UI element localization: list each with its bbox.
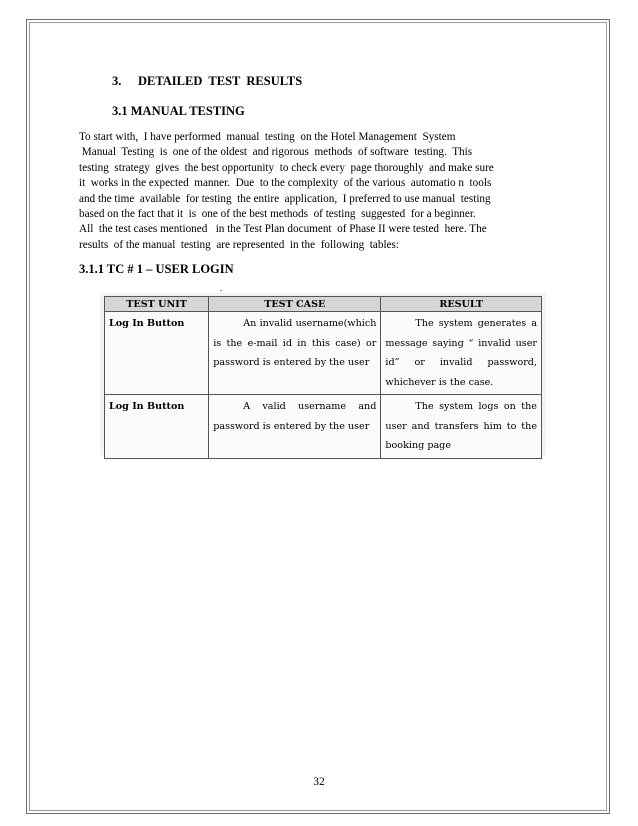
cell-test-unit: Log In Button (105, 395, 209, 459)
paragraph-line: To start with, I have performed manual testing on the Hotel Management System (79, 131, 456, 143)
paragraph-line: results of the manual testing are represented in the following tables: (79, 238, 399, 251)
cell-test-unit: Log In Button (105, 312, 209, 395)
paragraph-line: it works in the expected manner. Due to the complexity of the various automatio n tools (79, 177, 492, 190)
section-number: 3. (112, 74, 122, 88)
cell-result (381, 395, 542, 459)
paragraph-line: testing strategy gives the best opportunity to check every page thoroughly and make sure (79, 161, 494, 174)
cell-test-case-text: An invalid username(which is the e-mail id in this case) or password is entered by the user (213, 318, 377, 368)
cell-test-case (209, 395, 381, 459)
cell-test-case (209, 312, 381, 395)
cell-result (381, 312, 542, 395)
section-heading (112, 74, 302, 89)
test-results-table (104, 296, 542, 459)
paragraph-line: based on the fact that it is one of the best methods of testing suggested for a beginner. (79, 208, 476, 221)
page-number: 32 (313, 776, 325, 788)
table-row (105, 312, 542, 395)
header-test-unit: TEST UNIT (105, 297, 209, 312)
paragraph-line: and the time available for testing the entire application, I preferred to use manual testing (79, 192, 491, 205)
intro-paragraph (79, 130, 549, 253)
section-title: DETAILED TEST RESULTS (138, 74, 303, 88)
header-test-case: TEST CASE (209, 297, 381, 312)
cell-test-case-text: A valid username and password is entered by the user (213, 401, 377, 432)
cell-result-text: The system logs on the user and transfers him to the booking page (385, 401, 537, 451)
cell-result-text: The system generates a message saying “ invalid user id” or invalid password, whichever is the case. (385, 318, 537, 388)
subsection-heading: 3.1 MANUAL TESTING (112, 104, 245, 118)
stray-mark (220, 290, 222, 291)
table-header-row (105, 297, 542, 312)
paragraph-line: All the test cases mentioned in the Test Plan document of Phase II were tested here. The (79, 223, 487, 236)
header-result: RESULT (381, 297, 542, 312)
table-row (105, 395, 542, 459)
test-case-heading: 3.1.1 TC # 1 – USER LOGIN (79, 262, 234, 276)
paragraph-line: Manual Testing is one of the oldest and rigorous methods of software testing. This (79, 146, 473, 159)
test-table-image (100, 293, 546, 455)
